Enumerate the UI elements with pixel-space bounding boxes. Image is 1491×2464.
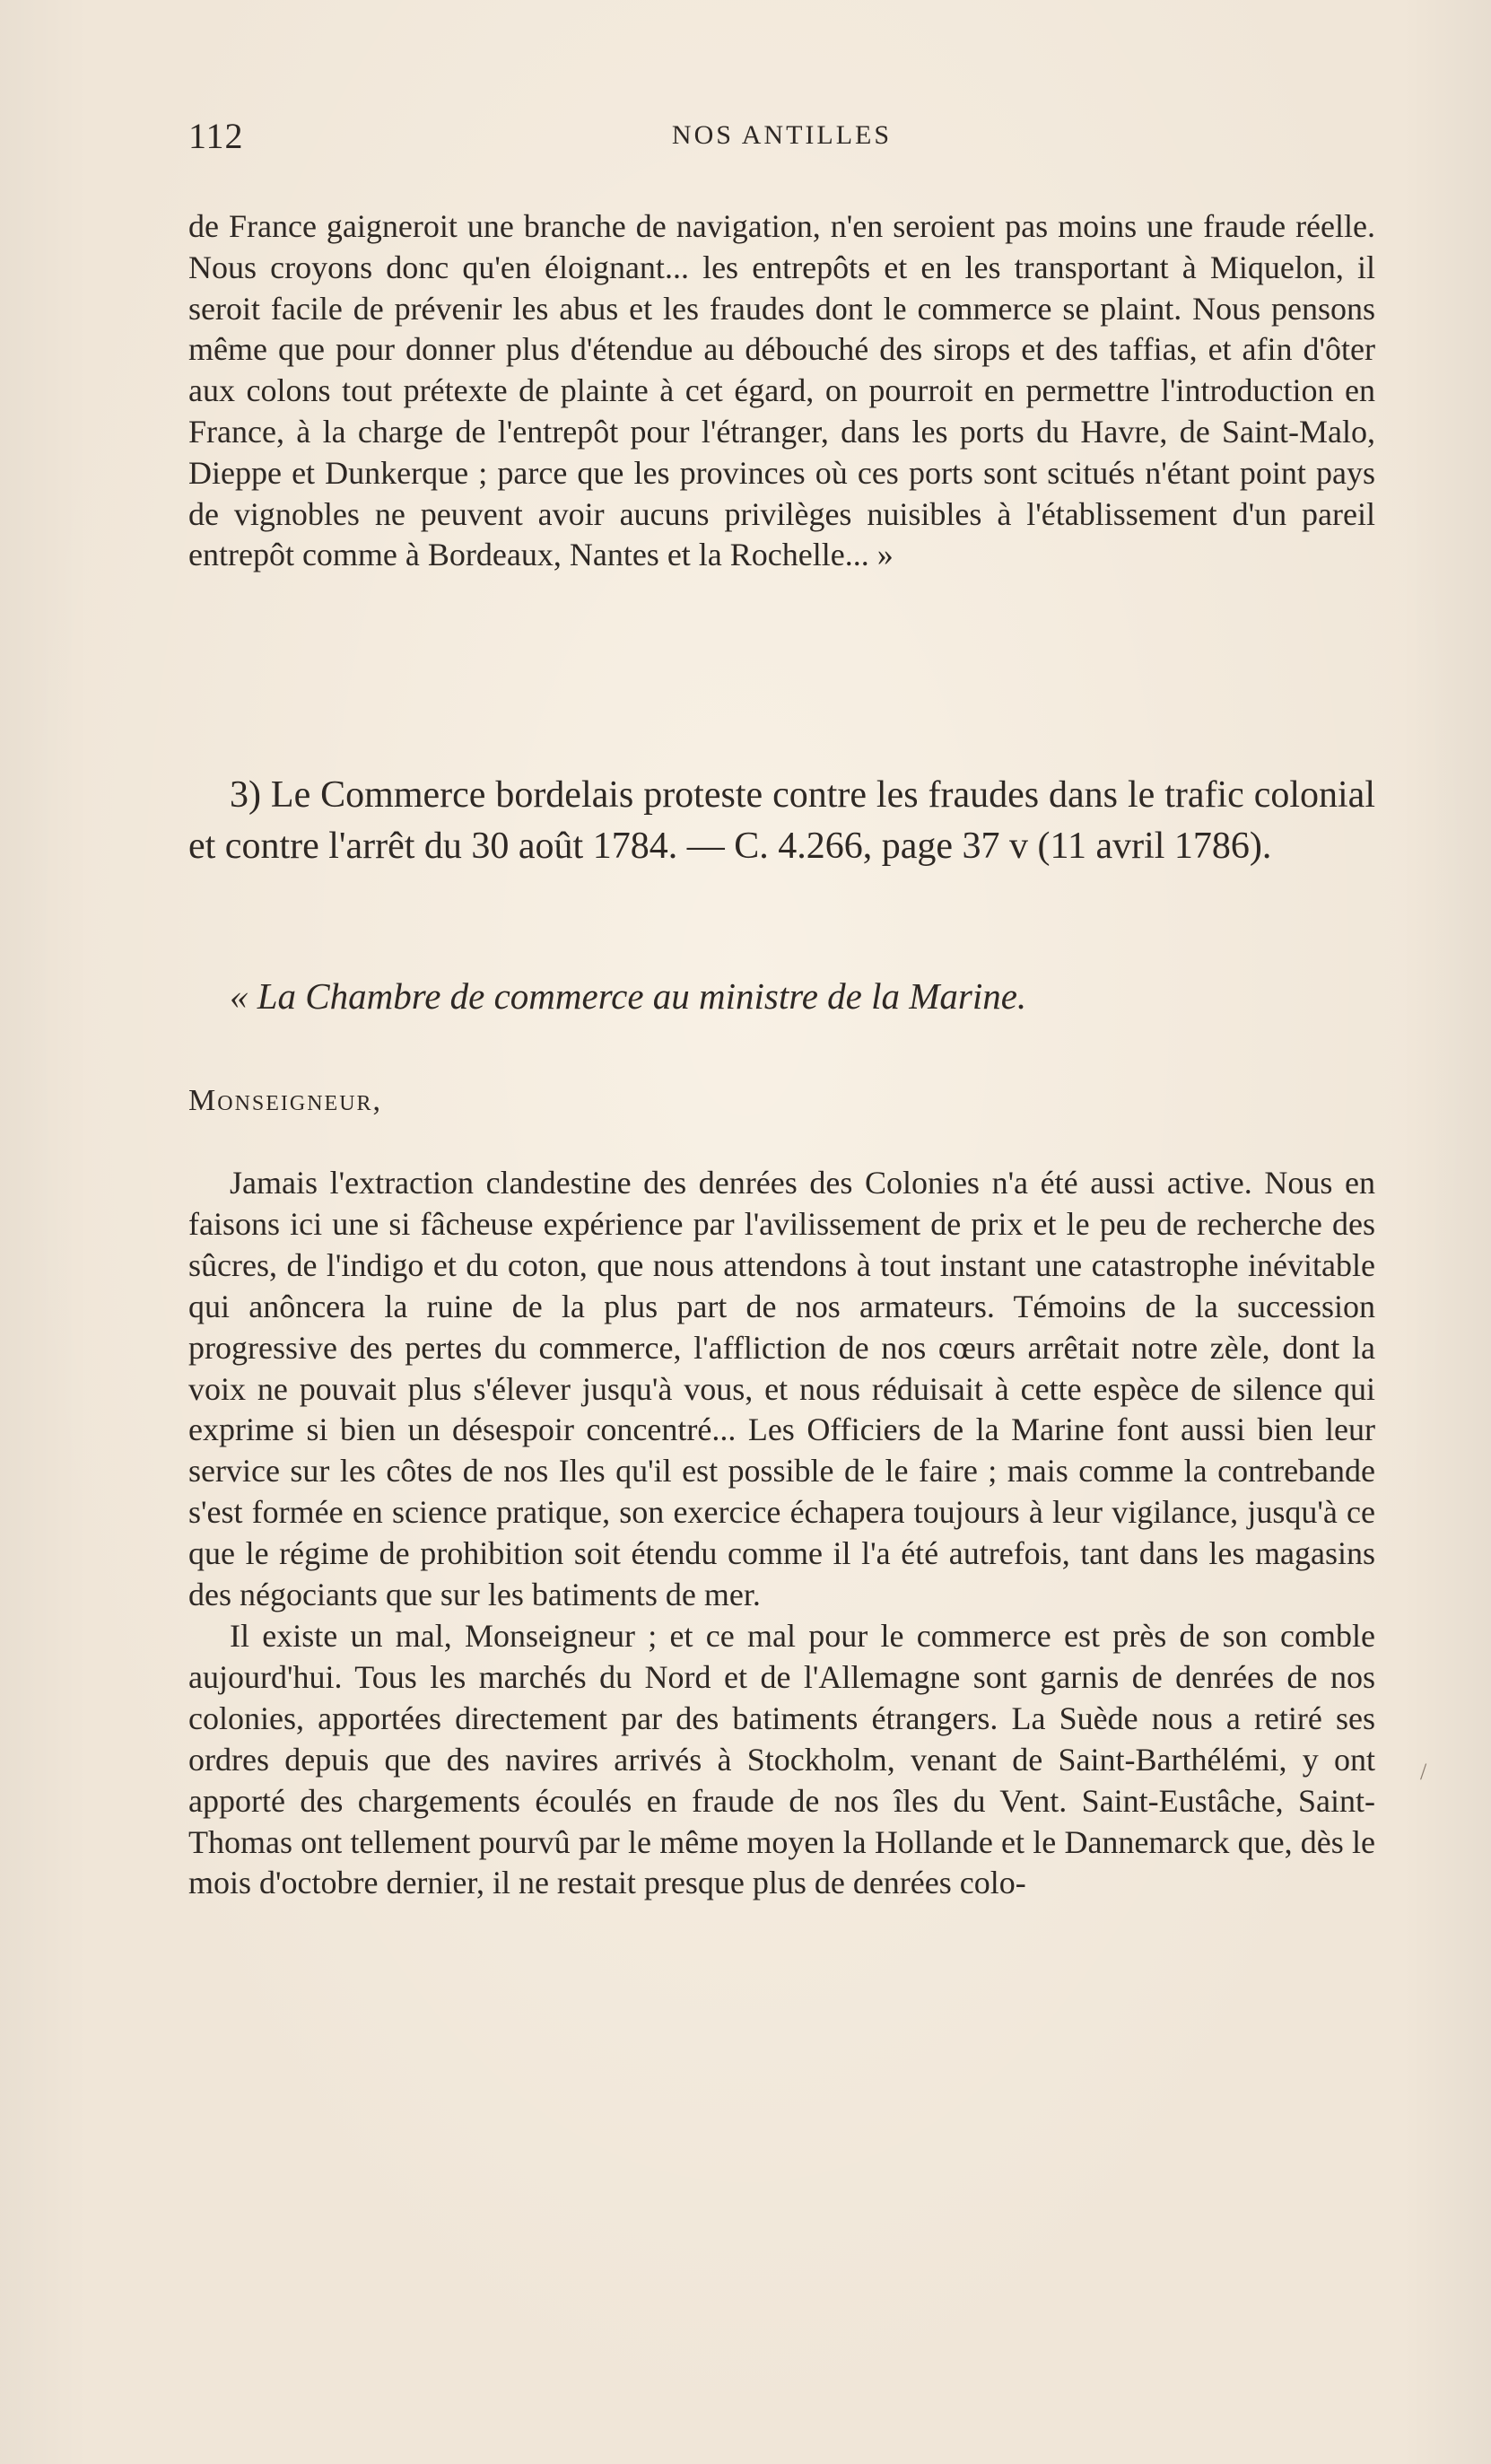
letter-heading-block bbox=[188, 974, 1375, 1018]
salutation-block bbox=[66, 1084, 1253, 1118]
letter-heading: « La Chambre de commerce au ministre de la Marine. bbox=[230, 975, 1027, 1017]
book-page bbox=[188, 0, 1375, 2464]
page-header bbox=[188, 115, 1375, 169]
page-number: 112 bbox=[188, 116, 244, 156]
letter-body bbox=[188, 1163, 1375, 1904]
paragraph: Jamais l'extraction clandestine des denrées des Colonies n'a été aussi active. Nous en faisons ici une si fâcheuse expérience par l'avilissement de prix et le peu de recherche des sûcres, de l'indigo et du coton, que nous attendons à tout instant une catastrophe inévitable qui anôncera la ruine de la plus part de nos armateurs. Témoins de la succession progressive des pertes du commerce, l'affliction de nos cœurs arrêtait notre zèle, dont la voix ne pouvait plus s'élever jusqu'à vous, et nous réduisait à cette espèce de silence qui exprime si bien un désespoir concentré... Les Officiers de la Marine font aussi bien leur service sur les côtes de nos Iles qu'il est possible de le faire ; mais comme la contrebande s'est formée en science pratique, son exercice échapera toujours à leur vigilance, jusqu'à ce que le régime de prohibition soit étendu comme il l'a été autrefois, tant dans les magasins des négociants que sur les batiments de mer. bbox=[188, 1165, 1375, 1613]
quote-continuation: de France gaigneroit une branche de navigation, n'en seroient pas moins une fraude réelle. Nous croyons donc qu'en éloignant... les entrepôts et en les transportant à Miquelon, il seroit facile de prévenir les abus et les fraudes dont le commerce se plaint. Nous pensons même que pour donner plus d'étendue au débouché des sirops et des taffias, et afin d'ôter aux colons tout prétexte de plainte à cet égard, on pourroit en permettre l'introduction en France, à la charge de l'entrepôt pour l'étranger, dans les ports du Havre, de Saint-Malo, Dieppe et Dunkerque ; parce que les provinces où ces ports sont scitués n'étant point pays de vignobles ne peuvent avoir aucuns privilèges nuisibles à l'établissement d'un pareil entrepôt comme à Bordeaux, Nantes et la Rochelle... » bbox=[188, 208, 1375, 573]
paragraph: Il existe un mal, Monseigneur ; et ce mal pour le commerce est près de son comble aujourd'hui. Tous les marchés du Nord et de l'Allemagne sont garnis de denrées de nos colonies, apportées directement par des batiments étrangers. La Suède nous a retiré ses ordres depuis que des navires arrivés à Stockholm, venant de Saint-Barthélémi, y ont apporté des chargements écoulés en fraude de nos îles du Vent. Saint-Eustâche, Saint-Thomas ont tellement pourvû par le même moyen la Hollande et le Dannemarck que, dès le mois d'octobre dernier, il ne restait presque plus de denrées colo- bbox=[188, 1617, 1375, 1901]
margin-mark: / bbox=[1420, 1759, 1427, 1785]
salutation: Monseigneur, bbox=[188, 1084, 383, 1117]
quote-continuation-block bbox=[188, 206, 1375, 576]
running-title: NOS ANTILLES bbox=[671, 120, 893, 150]
entry-block bbox=[188, 770, 1375, 872]
entry-heading: 3) Le Commerce bordelais proteste contre les fraudes dans le trafic colonial et contre l'arrêt du 30 août 1784. — C. 4.266, page 37 v (11 avril 1786). bbox=[188, 774, 1375, 867]
